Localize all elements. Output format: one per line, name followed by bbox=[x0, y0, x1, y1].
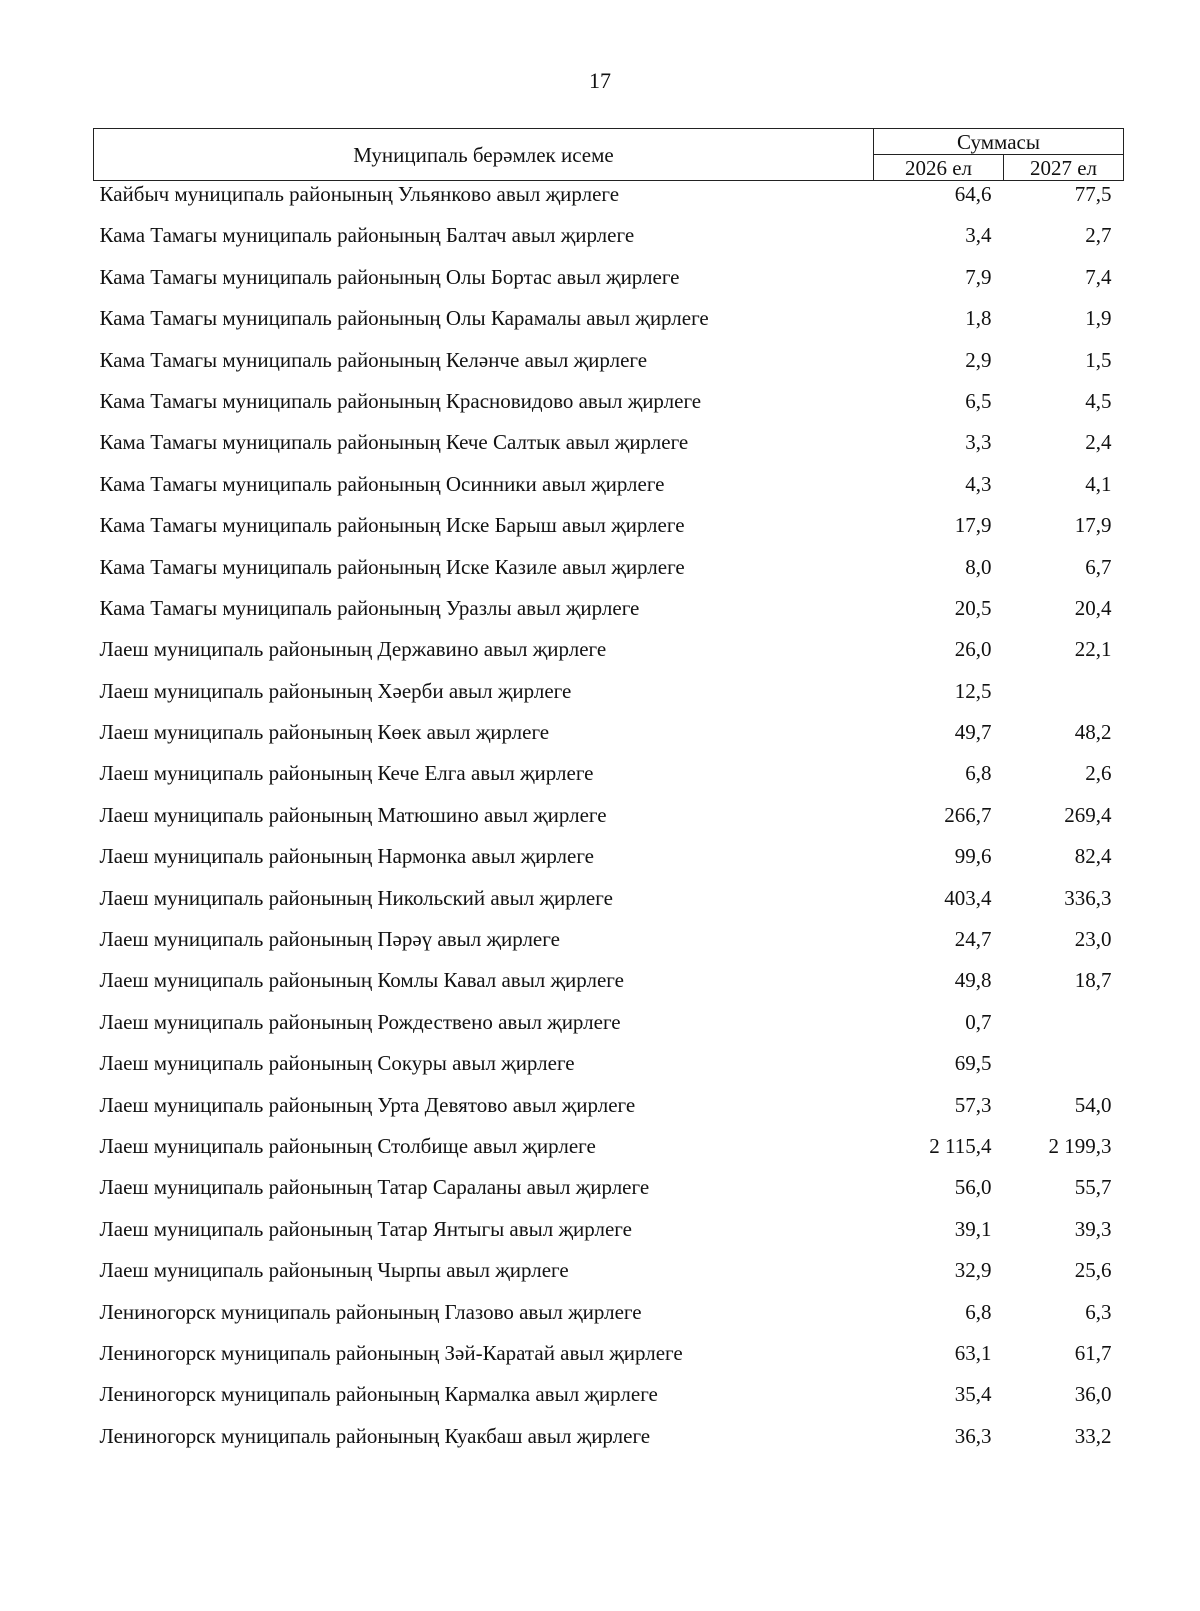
municipality-name-cell: Лаеш муниципаль районының Сокуры авыл җирлеге bbox=[99, 1051, 575, 1076]
municipality-name-cell: Лаеш муниципаль районының Татар Сараланы авыл җирлеге bbox=[99, 1175, 650, 1200]
amount-2026-cell: 26,0 bbox=[954, 637, 992, 662]
municipality-name-cell: Кама Тамагы муниципаль районының Красновидово авыл җирлеге bbox=[99, 388, 702, 413]
amount-2027-cell: 6,3 bbox=[1085, 1299, 1112, 1324]
amount-2027-cell: 18,7 bbox=[1074, 968, 1112, 993]
municipality-name-cell: Лаеш муниципаль районының Кече Елга авыл җирлеге bbox=[99, 761, 594, 786]
amount-2027-cell: 2,6 bbox=[1085, 761, 1112, 786]
table-row bbox=[94, 305, 1124, 346]
municipality-name-cell: Кама Тамагы муниципаль районының Уразлы авыл җирлеге bbox=[99, 595, 640, 620]
amount-2026-cell: 2,9 bbox=[965, 347, 992, 372]
budget-table bbox=[93, 128, 1124, 1464]
amount-2026-cell: 49,7 bbox=[954, 720, 992, 745]
amount-2027-cell: 20,4 bbox=[1074, 595, 1112, 620]
amount-2026-cell: 266,7 bbox=[944, 802, 992, 827]
table-row bbox=[94, 1092, 1124, 1133]
amount-2026-cell: 3,3 bbox=[965, 430, 992, 455]
table-row bbox=[94, 181, 1124, 223]
amount-2027-cell: 48,2 bbox=[1074, 720, 1112, 745]
table-row bbox=[94, 678, 1124, 719]
header-year-2027: 2027 ел bbox=[1004, 155, 1124, 181]
table-row bbox=[94, 967, 1124, 1008]
amount-2027-cell: 7,4 bbox=[1085, 264, 1112, 289]
table-row bbox=[94, 802, 1124, 843]
municipality-name-cell: Кама Тамагы муниципаль районының Олы Карамалы авыл җирлеге bbox=[99, 306, 709, 331]
amount-2026-cell: 57,3 bbox=[954, 1092, 992, 1117]
amount-2026-cell: 7,9 bbox=[965, 264, 992, 289]
amount-2027-cell: 33,2 bbox=[1074, 1423, 1112, 1448]
table-row bbox=[94, 512, 1124, 553]
municipality-name-cell: Кама Тамагы муниципаль районының Осинники авыл җирлеге bbox=[99, 471, 665, 496]
municipality-name-cell: Лаеш муниципаль районының Чырпы авыл җирлеге bbox=[99, 1258, 569, 1283]
table-row bbox=[94, 885, 1124, 926]
amount-2027-cell: 55,7 bbox=[1074, 1175, 1112, 1200]
municipality-name-cell: Лаеш муниципаль районының Пәрәү авыл җирлеге bbox=[99, 927, 560, 952]
amount-2027-cell: 82,4 bbox=[1074, 844, 1112, 869]
table-row bbox=[94, 1381, 1124, 1422]
municipality-name-cell: Лениногорск муниципаль районының Глазово авыл җирлеге bbox=[99, 1299, 642, 1324]
table-row bbox=[94, 1299, 1124, 1340]
amount-2027-cell: 54,0 bbox=[1074, 1092, 1112, 1117]
table-row bbox=[94, 719, 1124, 760]
amount-2027-cell: 61,7 bbox=[1074, 1340, 1112, 1365]
page-number: 17 bbox=[589, 68, 611, 93]
municipality-name-cell: Кама Тамагы муниципаль районының Келәнче авыл җирлеге bbox=[99, 347, 648, 372]
table-row bbox=[94, 554, 1124, 595]
amount-2026-cell: 17,9 bbox=[954, 513, 992, 538]
table-row bbox=[94, 1423, 1124, 1464]
table-row bbox=[94, 926, 1124, 967]
amount-2027-cell: 336,3 bbox=[1064, 885, 1112, 910]
header-amount-group: Суммасы bbox=[874, 129, 1124, 155]
amount-2026-cell: 403,4 bbox=[944, 885, 992, 910]
municipality-name-cell: Лаеш муниципаль районының Никольский авыл җирлеге bbox=[99, 885, 613, 910]
table-row bbox=[94, 760, 1124, 801]
amount-2026-cell: 64,6 bbox=[954, 182, 992, 206]
amount-2026-cell: 49,8 bbox=[954, 968, 992, 993]
municipality-name-cell: Кама Тамагы муниципаль районының Балтач авыл җирлеге bbox=[99, 223, 635, 248]
municipality-name-cell: Лениногорск муниципаль районының Зәй-Каратай авыл җирлеге bbox=[99, 1340, 683, 1365]
municipality-name-cell: Лаеш муниципаль районының Матюшино авыл җирлеге bbox=[99, 802, 607, 827]
table-row bbox=[94, 429, 1124, 470]
municipality-name-cell: Кама Тамагы муниципаль районының Олы Бортас авыл җирлеге bbox=[99, 264, 680, 289]
amount-2026-cell: 32,9 bbox=[954, 1258, 992, 1283]
municipality-name-cell: Лениногорск муниципаль районының Кармалка авыл җирлеге bbox=[99, 1382, 658, 1407]
municipality-name-cell: Кама Тамагы муниципаль районының Иске Барыш авыл җирлеге bbox=[99, 513, 685, 538]
municipality-name-cell: Лаеш муниципаль районының Көек авыл җирлеге bbox=[99, 720, 550, 745]
amount-2027-cell: 23,0 bbox=[1074, 927, 1112, 952]
municipality-name-cell: Лениногорск муниципаль районының Куакбаш авыл җирлеге bbox=[99, 1423, 651, 1448]
amount-2026-cell: 35,4 bbox=[954, 1382, 992, 1407]
amount-2027-cell: 25,6 bbox=[1074, 1258, 1112, 1283]
municipality-name-cell: Лаеш муниципаль районының Хәерби авыл җирлеге bbox=[99, 678, 572, 703]
amount-2026-cell: 39,1 bbox=[954, 1216, 992, 1241]
table-row bbox=[94, 1216, 1124, 1257]
municipality-name-cell: Лаеш муниципаль районының Нармонка авыл җирлеге bbox=[99, 844, 594, 869]
table-row bbox=[94, 222, 1124, 263]
municipality-name-cell: Лаеш муниципаль районының Урта Девятово авыл җирлеге bbox=[99, 1092, 636, 1117]
table-row bbox=[94, 1133, 1124, 1174]
amount-2026-cell: 6,8 bbox=[965, 1299, 992, 1324]
amount-2026-cell: 20,5 bbox=[954, 595, 992, 620]
amount-2027-cell: 17,9 bbox=[1074, 513, 1112, 538]
amount-2027-cell: 4,1 bbox=[1085, 471, 1112, 496]
amount-2027-cell: 2,7 bbox=[1085, 223, 1112, 248]
amount-2027-cell: 2 199,3 bbox=[1048, 1133, 1112, 1158]
table-row bbox=[94, 1050, 1124, 1091]
amount-2026-cell: 0,7 bbox=[965, 1009, 992, 1034]
municipality-name-cell: Лаеш муниципаль районының Державино авыл җирлеге bbox=[99, 637, 607, 662]
amount-2027-cell bbox=[1004, 1009, 1124, 1050]
amount-2026-cell: 99,6 bbox=[954, 844, 992, 869]
table-row bbox=[94, 1174, 1124, 1215]
municipality-name-cell: Кайбыч муниципаль районының Ульянково авыл җирлеге bbox=[99, 182, 620, 206]
amount-2027-cell: 1,9 bbox=[1085, 306, 1112, 331]
table-header bbox=[94, 129, 1124, 181]
amount-2026-cell: 6,8 bbox=[965, 761, 992, 786]
amount-2026-cell: 63,1 bbox=[954, 1340, 992, 1365]
amount-2026-cell: 3,4 bbox=[965, 223, 992, 248]
municipality-name-cell: Лаеш муниципаль районының Рождествено авыл җирлеге bbox=[99, 1009, 621, 1034]
amount-2027-cell: 36,0 bbox=[1074, 1382, 1112, 1407]
municipality-name-cell: Кама Тамагы муниципаль районының Кече Салтык авыл җирлеге bbox=[99, 430, 689, 455]
table-row bbox=[94, 388, 1124, 429]
amount-2027-cell: 1,5 bbox=[1085, 347, 1112, 372]
table-row bbox=[94, 1257, 1124, 1298]
amount-2027-cell: 6,7 bbox=[1085, 554, 1112, 579]
amount-2026-cell: 4,3 bbox=[965, 471, 992, 496]
municipality-name-cell: Лаеш муниципаль районының Комлы Кавал авыл җирлеге bbox=[99, 968, 624, 993]
table-body bbox=[94, 181, 1124, 1465]
amount-2027-cell: 4,5 bbox=[1085, 388, 1112, 413]
amount-2026-cell: 24,7 bbox=[954, 927, 992, 952]
amount-2027-cell: 39,3 bbox=[1074, 1216, 1112, 1241]
table-row bbox=[94, 347, 1124, 388]
table-row bbox=[94, 264, 1124, 305]
municipality-name-cell: Кама Тамагы муниципаль районының Иске Казиле авыл җирлеге bbox=[99, 554, 685, 579]
header-year-2026: 2026 ел bbox=[874, 155, 1004, 181]
table-row bbox=[94, 1009, 1124, 1050]
municipality-name-cell: Лаеш муниципаль районының Столбище авыл җирлеге bbox=[99, 1133, 596, 1158]
amount-2027-cell bbox=[1004, 1050, 1124, 1091]
amount-2027-cell: 22,1 bbox=[1074, 637, 1112, 662]
amount-2026-cell: 6,5 bbox=[965, 388, 992, 413]
amount-2026-cell: 8,0 bbox=[965, 554, 992, 579]
amount-2027-cell: 2,4 bbox=[1085, 430, 1112, 455]
municipality-name-cell: Лаеш муниципаль районының Татар Янтыгы авыл җирлеге bbox=[99, 1216, 632, 1241]
header-municipality-name: Муниципаль берәмлек исеме bbox=[94, 129, 874, 181]
amount-2027-cell: 269,4 bbox=[1064, 802, 1112, 827]
amount-2026-cell: 2 115,4 bbox=[929, 1133, 992, 1158]
amount-2026-cell: 69,5 bbox=[954, 1051, 992, 1076]
amount-2026-cell: 1,8 bbox=[965, 306, 992, 331]
amount-2027-cell bbox=[1004, 678, 1124, 719]
amount-2026-cell: 12,5 bbox=[954, 678, 992, 703]
table-row bbox=[94, 1340, 1124, 1381]
amount-2027-cell: 77,5 bbox=[1074, 182, 1112, 206]
amount-2026-cell: 36,3 bbox=[954, 1423, 992, 1448]
table-row bbox=[94, 595, 1124, 636]
table-row bbox=[94, 471, 1124, 512]
amount-2026-cell: 56,0 bbox=[954, 1175, 992, 1200]
table-row bbox=[94, 843, 1124, 884]
table-row bbox=[94, 636, 1124, 677]
